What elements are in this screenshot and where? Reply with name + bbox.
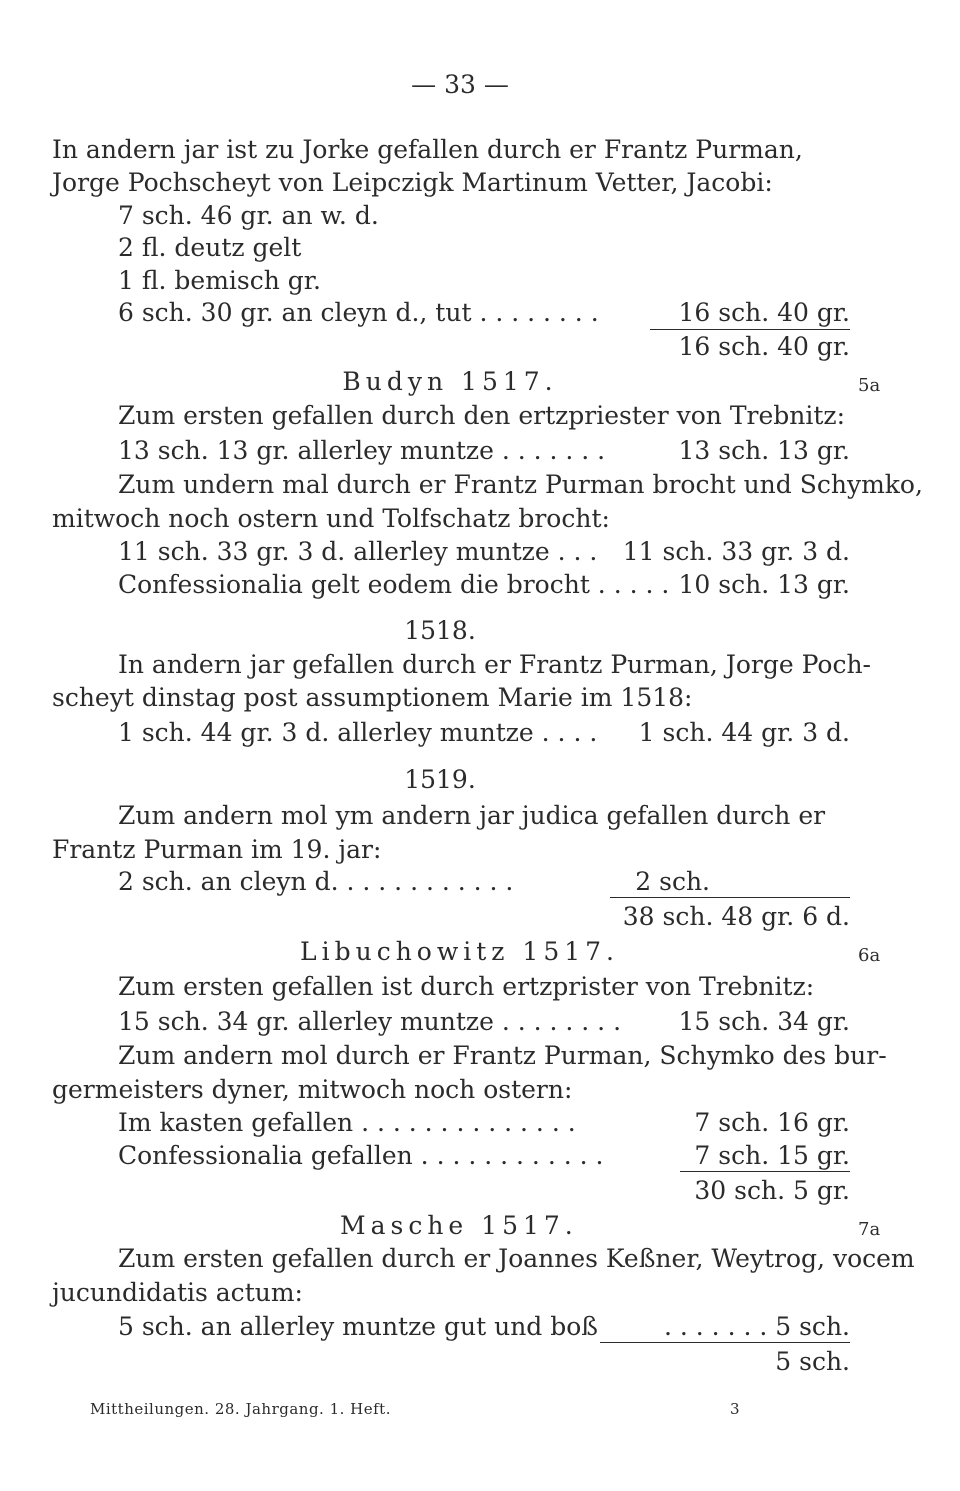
text-line: 11 sch. 33 gr. 3 d. allerley muntze . . . (118, 537, 598, 566)
amount: . . . . . . . 5 sch. (664, 1312, 850, 1341)
text-line: jucundidatis actum: (52, 1278, 303, 1307)
text-line: scheyt dinstag post assumptionem Marie im 1518: (52, 683, 693, 712)
text-line: Zum andern mol ym andern jar judica gefallen durch er (118, 801, 826, 830)
text-line: Zum ersten gefallen durch er Joannes Keßner, Weytrog, vocem (118, 1244, 915, 1273)
text-line: 2 fl. deutz gelt (118, 233, 302, 262)
page-header: — 33 — (411, 70, 509, 99)
section-heading: 1519. (404, 765, 476, 794)
section-heading: Masche 1517. (340, 1211, 578, 1240)
sum-rule (600, 1342, 850, 1343)
amount: 13 sch. 13 gr. (678, 436, 850, 465)
text-line: Frantz Purman im 19. jar: (52, 835, 382, 864)
text-line: 5 sch. an allerley muntze gut und boß (118, 1312, 599, 1341)
sum-amount: 5 sch. (775, 1347, 850, 1376)
margin-note: 5a (858, 375, 881, 396)
sum-amount: 30 sch. 5 gr. (694, 1176, 850, 1205)
amount: 7 sch. 16 gr. (694, 1108, 850, 1137)
text-line: Confessionalia gefallen . . . . . . . . . . . . (118, 1141, 604, 1170)
sum-rule (650, 329, 850, 330)
text-line: In andern jar gefallen durch er Frantz Purman, Jorge Poch- (118, 650, 871, 679)
amount: 16 sch. 40 gr. (678, 298, 850, 327)
section-heading: 1518. (404, 616, 476, 645)
section-heading: Libuchowitz 1517. (300, 937, 619, 966)
text-line: Confessionalia gelt eodem die brocht . . . . . (118, 570, 670, 599)
text-line: Zum ersten gefallen durch den ertzpriester von Trebnitz: (118, 401, 845, 430)
text-line: 6 sch. 30 gr. an cleyn d., tut . . . . . . . . (118, 298, 599, 327)
sum-rule (610, 897, 850, 898)
text-line: 13 sch. 13 gr. allerley muntze . . . . . . . (118, 436, 606, 465)
footer-signature: 3 (730, 1400, 741, 1418)
sum-amount: 38 sch. 48 gr. 6 d. (622, 902, 850, 931)
text-line: germeisters dyner, mitwoch noch ostern: (52, 1075, 573, 1104)
text-line: Zum undern mal durch er Frantz Purman brocht und Schymko, (118, 470, 923, 499)
amount: 2 sch. (635, 867, 710, 896)
footer-journal: Mittheilungen. 28. Jahrgang. 1. Heft. (90, 1400, 391, 1418)
amount: 1 sch. 44 gr. 3 d. (638, 718, 850, 747)
amount: 10 sch. 13 gr. (678, 570, 850, 599)
text-line: mitwoch noch ostern und Tolfschatz brocht: (52, 504, 610, 533)
text-line: 1 fl. bemisch gr. (118, 266, 321, 295)
text-line: Zum ersten gefallen ist durch ertzprister von Trebnitz: (118, 972, 815, 1001)
amount: 7 sch. 15 gr. (694, 1141, 850, 1170)
section-heading: Budyn 1517. (342, 367, 558, 396)
text-line: 7 sch. 46 gr. an w. d. (118, 201, 379, 230)
amount: 11 sch. 33 gr. 3 d. (622, 537, 850, 566)
text-line: Zum andern mol durch er Frantz Purman, Schymko des bur- (118, 1041, 887, 1070)
margin-note: 7a (858, 1219, 881, 1240)
sum-amount: 16 sch. 40 gr. (678, 332, 850, 361)
text-line: 1 sch. 44 gr. 3 d. allerley muntze . . . . (118, 718, 598, 747)
text-line: Jorge Pochscheyt von Leipczigk Martinum Vetter, Jacobi: (52, 168, 773, 197)
text-line: In andern jar ist zu Jorke gefallen durch er Frantz Purman, (52, 135, 803, 164)
sum-rule (680, 1171, 850, 1172)
text-line: Im kasten gefallen . . . . . . . . . . . . . . (118, 1108, 576, 1137)
amount: 15 sch. 34 gr. (678, 1007, 850, 1036)
text-line: 2 sch. an cleyn d. . . . . . . . . . . . (118, 867, 514, 896)
margin-note: 6a (858, 945, 881, 966)
text-line: 15 sch. 34 gr. allerley muntze . . . . . . . . (118, 1007, 622, 1036)
